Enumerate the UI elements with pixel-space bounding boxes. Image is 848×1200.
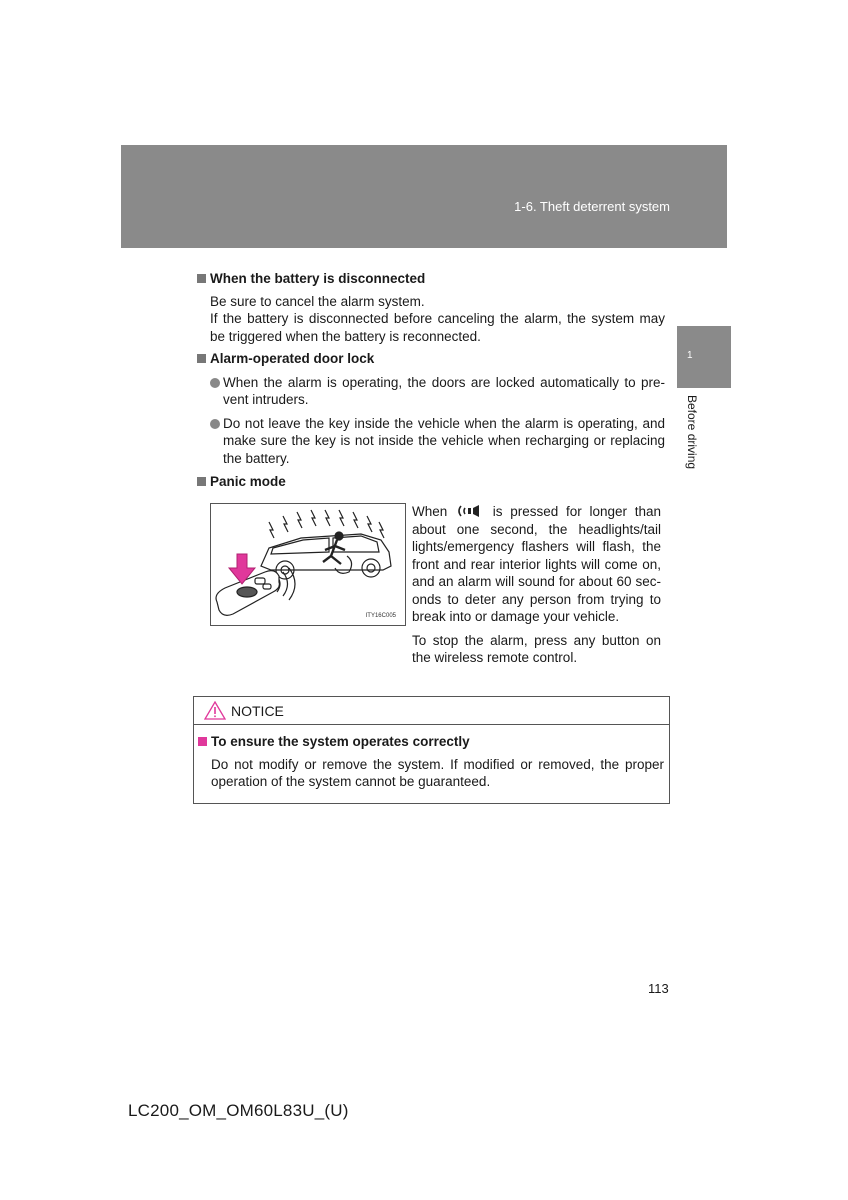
header-band (121, 145, 727, 248)
page-number: 113 (648, 981, 669, 996)
panic-paragraph: When is pressed for longer than about one second, the headlights/tail lights/emergency flashers will flash, the front and rear interior lights will come on, and an alarm will sound for about 60 sec-onds to deter any person from trying to break into or damage your vehicle. (412, 504, 661, 624)
chapter-number: 1 (687, 350, 693, 361)
document-code: LC200_OM_OM60L83U_(U) (128, 1101, 349, 1120)
chapter-tab (677, 326, 731, 388)
panic-stop-paragraph: To stop the alarm, press any button on the wireless remote control. (412, 632, 661, 665)
notice-title: NOTICE (231, 703, 284, 719)
chapter-label: Before driving (685, 395, 699, 470)
panic-illustration (210, 503, 406, 626)
round-bullet-icon (210, 378, 220, 388)
round-bullet-icon (210, 419, 220, 429)
panic-description (412, 503, 661, 673)
square-bullet-icon (197, 274, 206, 283)
notice-header (194, 697, 669, 725)
square-bullet-icon (198, 737, 207, 746)
battery-line1: Be sure to cancel the alarm system. (210, 293, 425, 309)
notice-heading: To ensure the system operates correctly (198, 733, 664, 751)
battery-line2: If the battery is disconnected before canceling the alarm, the system may be triggered when the battery is reconnected. (210, 311, 665, 344)
chapter-label-container (681, 395, 701, 485)
notice-box (193, 696, 670, 804)
section-title: 1-6. Theft deterrent system (514, 199, 670, 214)
main-content (197, 270, 665, 491)
square-bullet-icon (197, 477, 206, 486)
square-bullet-icon (197, 354, 206, 363)
door-lock-bullet-1: When the alarm is operating, the doors are locked automatically to pre-vent intruders. (210, 374, 665, 409)
car-alarm-illustration (211, 504, 405, 625)
panic-heading: Panic mode (197, 473, 665, 491)
battery-heading: When the battery is disconnected (197, 270, 665, 288)
notice-text: Do not modify or remove the system. If modified or removed, the proper operation of the system cannot be guaranteed. (211, 756, 664, 789)
figure-code: ITY16C005 (365, 613, 396, 619)
panic-button-icon (455, 504, 485, 518)
notice-body (194, 725, 669, 791)
warning-triangle-icon (204, 701, 226, 720)
door-lock-heading: Alarm-operated door lock (197, 350, 665, 368)
door-lock-bullet-2: Do not leave the key inside the vehicle when the alarm is operating, and make sure the key is not inside the vehicle when recharging or replacing the battery. (210, 415, 665, 468)
